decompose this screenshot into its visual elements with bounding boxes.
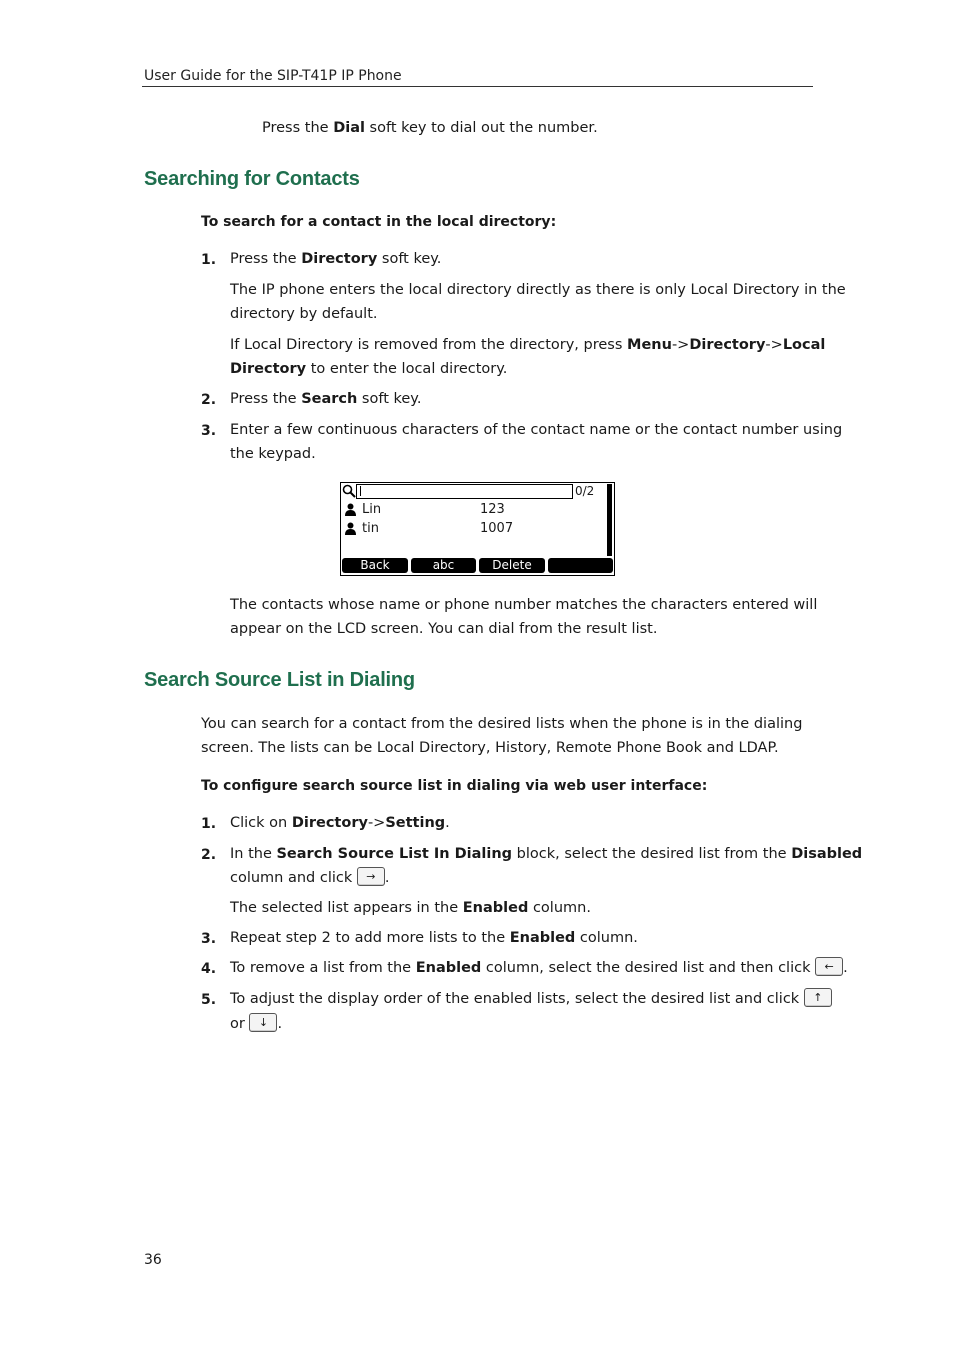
keyword: Search bbox=[301, 391, 358, 407]
text: Repeat step 2 to add more lists to the bbox=[230, 930, 510, 946]
softkey-abc[interactable]: abc bbox=[411, 558, 476, 573]
step-number: 3. bbox=[201, 931, 217, 947]
step-number: 5. bbox=[201, 992, 217, 1008]
running-header: User Guide for the SIP-T41P IP Phone bbox=[144, 68, 402, 84]
procedure-title: To configure search source list in dialing via web user interface: bbox=[201, 778, 708, 794]
page-number: 36 bbox=[144, 1252, 162, 1268]
search-icon bbox=[342, 484, 356, 498]
section-intro-line: screen. The lists can be Local Directory, History, Remote Phone Book and LDAP. bbox=[201, 740, 779, 756]
step-text bbox=[230, 387, 421, 411]
keyword: Local bbox=[782, 337, 826, 353]
text: column, select the desired list and then click bbox=[481, 960, 816, 976]
keyword: Enabled bbox=[462, 900, 529, 916]
softkey-bar bbox=[342, 558, 613, 574]
text: to enter the local directory. bbox=[306, 361, 508, 377]
text: . bbox=[843, 960, 848, 976]
text: Click on bbox=[230, 815, 292, 831]
step-note-line: The IP phone enters the local directory directly as there is only Local Directory in the bbox=[230, 282, 846, 298]
keyword: Search Source List In Dialing bbox=[276, 846, 513, 862]
step-note-line bbox=[230, 357, 507, 381]
text: -> bbox=[765, 337, 783, 353]
text: column. bbox=[575, 930, 638, 946]
text: block, select the desired list from the bbox=[512, 846, 792, 862]
move-right-button[interactable]: → bbox=[357, 867, 385, 886]
step-number: 2. bbox=[201, 392, 217, 408]
contact-name: Lin bbox=[362, 502, 382, 517]
text: Press the bbox=[230, 391, 302, 407]
contact-icon bbox=[344, 503, 357, 516]
text: soft key. bbox=[377, 251, 442, 267]
keyword: Enabled bbox=[415, 960, 482, 976]
text: column and click bbox=[230, 870, 357, 886]
step-text bbox=[230, 1012, 282, 1036]
phone-lcd-screen bbox=[340, 482, 615, 576]
step-note-line bbox=[230, 896, 591, 920]
step-text bbox=[230, 926, 638, 950]
softkey-delete[interactable]: Delete bbox=[479, 558, 545, 573]
text-cursor bbox=[360, 486, 361, 496]
keyword: Menu bbox=[627, 337, 672, 353]
text: To adjust the display order of the enabled lists, select the desired list and click bbox=[230, 991, 804, 1007]
dial-keyword: Dial bbox=[333, 120, 365, 136]
text: The selected list appears in the bbox=[230, 900, 463, 916]
contact-icon bbox=[344, 522, 357, 535]
text: soft key to dial out the number. bbox=[364, 120, 598, 136]
step-text bbox=[230, 987, 832, 1011]
keyword: Directory bbox=[689, 337, 766, 353]
intro-text bbox=[262, 116, 598, 140]
text: In the bbox=[230, 846, 277, 862]
step-number: 3. bbox=[201, 423, 217, 439]
text: -> bbox=[671, 337, 690, 353]
search-input[interactable] bbox=[356, 484, 573, 499]
section-heading-searching-contacts: Searching for Contacts bbox=[144, 168, 360, 190]
section-intro-line: You can search for a contact from the desired lists when the phone is in the dialing bbox=[201, 716, 803, 732]
step-text bbox=[230, 866, 390, 890]
step-text bbox=[230, 956, 848, 980]
move-down-button[interactable]: ↓ bbox=[249, 1013, 277, 1032]
text: To remove a list from the bbox=[230, 960, 416, 976]
step-note-line bbox=[230, 333, 825, 357]
text: . bbox=[277, 1016, 283, 1032]
result-note-line: appear on the LCD screen. You can dial from the result list. bbox=[230, 621, 658, 637]
text: Press the bbox=[262, 120, 334, 136]
step-number: 1. bbox=[201, 816, 217, 832]
text: or bbox=[230, 1016, 250, 1032]
text: soft key. bbox=[357, 391, 422, 407]
keyword: Directory bbox=[291, 815, 368, 831]
step-number: 1. bbox=[201, 252, 217, 268]
step-number: 4. bbox=[201, 961, 217, 977]
text: . bbox=[445, 815, 450, 831]
softkey-back[interactable]: Back bbox=[342, 558, 408, 573]
step-text bbox=[230, 247, 441, 271]
text: . bbox=[384, 870, 390, 886]
text: -> bbox=[367, 815, 386, 831]
step-text bbox=[230, 842, 862, 866]
contact-name: tin bbox=[362, 521, 379, 536]
result-note-line: The contacts whose name or phone number matches the characters entered will bbox=[230, 597, 818, 613]
keyword: Disabled bbox=[791, 846, 863, 862]
move-up-button[interactable]: ↑ bbox=[804, 988, 832, 1007]
keyword: Enabled bbox=[509, 930, 576, 946]
text: If Local Directory is removed from the directory, press bbox=[230, 337, 628, 353]
step-text: the keypad. bbox=[230, 446, 316, 462]
contact-number: 1007 bbox=[480, 521, 514, 536]
step-number: 2. bbox=[201, 847, 217, 863]
procedure-title: To search for a contact in the local directory: bbox=[201, 214, 557, 230]
section-heading-search-source-list: Search Source List in Dialing bbox=[144, 669, 415, 691]
contact-number: 123 bbox=[480, 502, 505, 517]
keyword: Setting bbox=[385, 815, 446, 831]
scrollbar[interactable] bbox=[607, 484, 612, 556]
result-counter: 0/2 bbox=[575, 484, 595, 498]
header-rule bbox=[142, 86, 813, 87]
text: Press the bbox=[230, 251, 302, 267]
step-text bbox=[230, 811, 450, 835]
softkey-empty[interactable] bbox=[548, 558, 613, 573]
keyword: Directory bbox=[301, 251, 378, 267]
step-text: Enter a few continuous characters of the contact name or the contact number using bbox=[230, 422, 843, 438]
keyword: Directory bbox=[230, 361, 307, 377]
step-note-line: directory by default. bbox=[230, 306, 378, 322]
text: column. bbox=[528, 900, 591, 916]
move-left-button[interactable]: ← bbox=[815, 957, 843, 976]
